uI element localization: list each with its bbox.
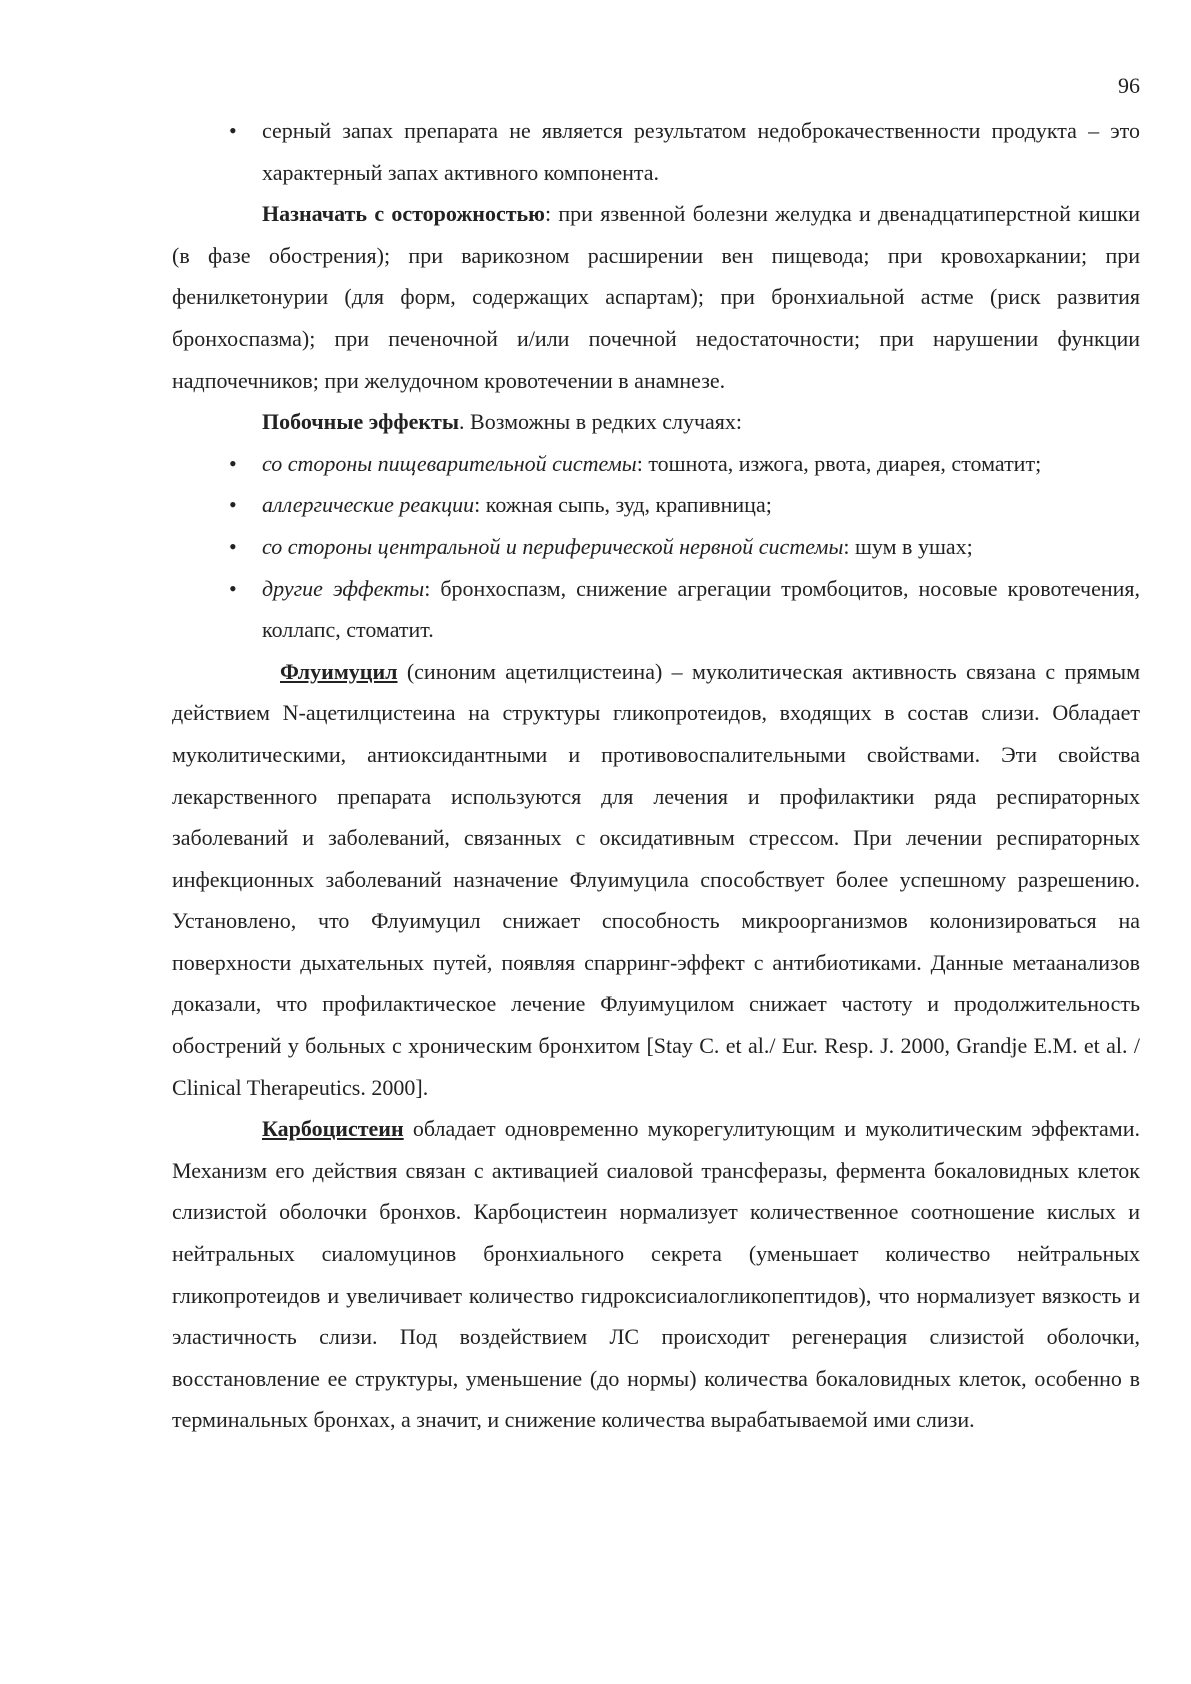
side-effects-list: [172, 443, 1140, 651]
bullet-icon: •: [229, 118, 237, 143]
side-effects-heading: Побочные эффекты: [262, 409, 460, 435]
side-effect-label: другие эффекты: [262, 575, 425, 601]
bullet-icon: •: [229, 450, 237, 476]
top-bullet-list: [172, 110, 1140, 193]
carbocisteine-text: обладает одновременно мукорегулитующим и муколитическим эффектами. Механизм его действия связан с активацией сиаловой трансферазы, фермента бокаловидных клеток слизистой оболочки бронхов. Карбоцистеин нормализует количественное соотношение кислых и нейтральных сиаломуцинов бронхиального секрета (уменьшает количество нейтральных гликопротеидов и увеличивает количество гидроксисиалогликопептидов), что нормализует вязкость и эластичность слизи. Под воздействием ЛС происходит регенерация слизистой оболочки, восстановление ее структуры, уменьшение (до нормы) количества бокаловидных клеток, особенно в терминальных бронхах, а значит, и снижение количества вырабатываемой ими слизи.: [172, 1116, 1140, 1433]
caution-heading: Назначать с осторожностью: [262, 201, 545, 227]
fluimucil-heading: Флуимуцил: [280, 658, 398, 684]
page-number: 96: [1118, 73, 1140, 98]
fluimucil-paragraph: [172, 651, 1140, 1109]
fluimucil-text: (синоним ацетилцистеина) – муколитическая активность связана с прямым действием N-ацетилцистеина на структуры гликопротеидов, входящих в состав слизи. Обладает муколитическими, антиоксидантными и противовоспалительными свойствами. Эти свойства лекарственного препарата используются для лечения и профилактики ряда респираторных заболеваний и заболеваний, связанных с оксидативным стрессом. При лечении респираторных инфекционных заболеваний назначение Флуимуцила способствует более успешному разрешению. Установлено, что Флуимуцил снижает способность микроорганизмов колонизироваться на поверхности дыхательных путей, появляя спарринг-эффект с антибиотиками. Данные метаанализов доказали, что профилактическое лечение Флуимуцилом снижает частоту и продолжительность обострений у больных с хроническим бронхитом [Stay C. et al./ Eur. Resp. J. 2000, Grandje E.M. et al. / Clinical Therapeutics. 2000].: [172, 658, 1140, 1100]
caution-text: : при язвенной болезни желудка и двенадцатиперстной кишки (в фазе обострения); при варикозном расширении вен пищевода; при кровохаркании; при фенилкетонурии (для форм, содержащих аспартам); при бронхиальной астме (риск развития бронхоспазма); при печеночной и/или почечной недостаточности; при нарушении функции надпочечников; при желудочном кровотечении в анамнезе.: [172, 201, 1141, 393]
side-effect-label: со стороны центральной и периферической нервной системы: [262, 533, 844, 559]
bullet-text: серный запах препарата не является результатом недоброкачественности продукта – это характерный запах активного компонента.: [262, 118, 1140, 185]
side-effect-text: : тошнота, изжога, рвота, диарея, стоматит;: [636, 450, 1042, 476]
side-effects-paragraph: [172, 401, 1140, 443]
carbocisteine-heading: Карбоцистеин: [262, 1116, 404, 1142]
side-effect-text: : шум в ушах;: [843, 533, 973, 559]
bullet-icon: •: [229, 533, 237, 559]
side-effect-text: : кожная сыпь, зуд, крапивница;: [474, 492, 772, 518]
bullet-icon: •: [229, 575, 237, 601]
list-item: [172, 110, 1140, 193]
side-effect-text: : бронхоспазм, снижение агрегации тромбоцитов, носовые кровотечения, коллапс, стоматит.: [262, 575, 1141, 643]
list-item: [172, 568, 1140, 651]
page-content: [172, 110, 1140, 1441]
list-item: [172, 484, 1140, 526]
side-effect-label: со стороны пищеварительной системы: [262, 450, 637, 476]
list-item: [172, 443, 1140, 485]
caution-paragraph: [172, 193, 1140, 401]
bullet-icon: •: [229, 492, 237, 518]
carbocisteine-paragraph: [172, 1108, 1140, 1441]
list-item: [172, 526, 1140, 568]
side-effect-label: аллергические реакции: [262, 492, 475, 518]
side-effects-intro: . Возможны в редких случаях:: [459, 409, 743, 435]
